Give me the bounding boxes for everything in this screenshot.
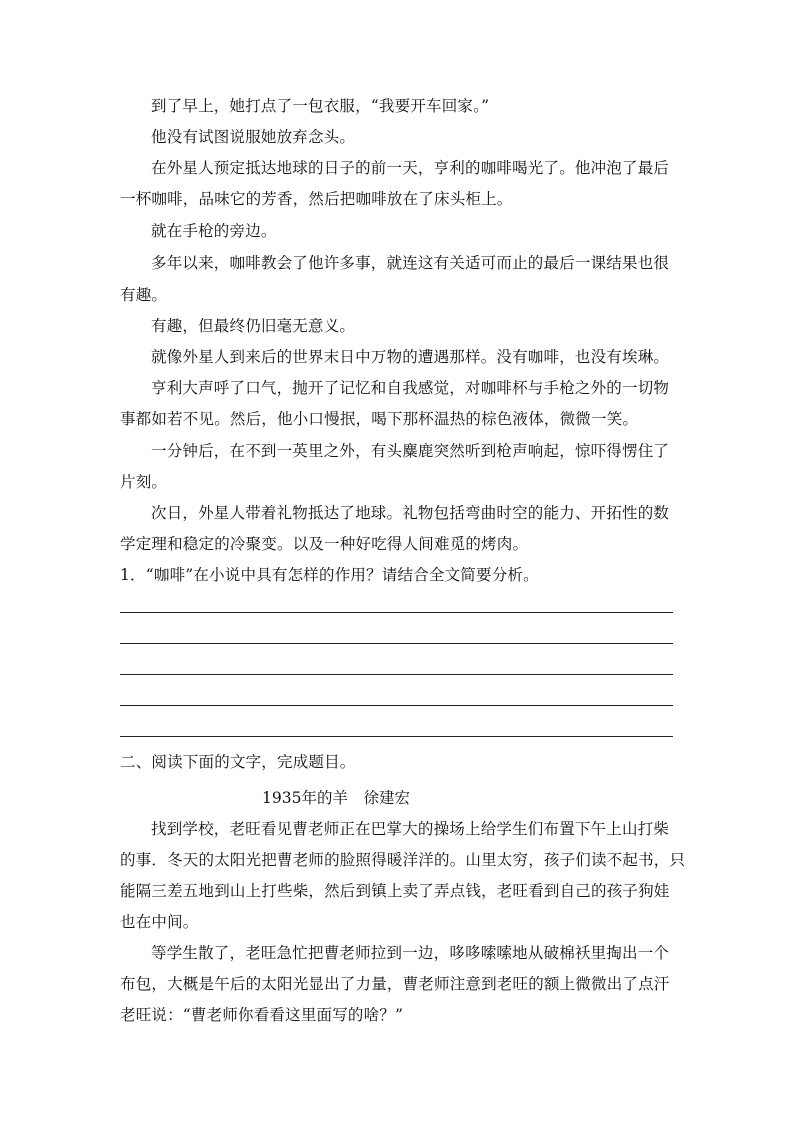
story2-line: 能隔三差五地到山上打些柴，然后到镇上卖了弄点钱，老旺看到自己的孩子狗娃	[120, 882, 670, 900]
story2-line: 的事．冬天的太阳光把曹老师的脸照得暖洋洋的。山里太穷，孩子们读不起书，只	[120, 851, 686, 869]
story1-line: 就像外星人到来后的世界末日中万物的遭遇那样。没有咖啡，也没有埃琳。	[151, 348, 670, 366]
section-2-heading: 二、阅读下面的文字，完成题目。	[120, 753, 356, 771]
answer-line[interactable]	[120, 705, 673, 706]
answer-line[interactable]	[120, 674, 673, 675]
story2-line: 老旺说：“曹老师你看看这里面写的啥？”	[120, 1006, 404, 1024]
story1-line: 他没有试图说服她放弃念头。	[151, 128, 356, 146]
story1-line: 事都如若不见。然后，他小口慢抿，喝下那杯温热的棕色液体，微微一笑。	[120, 410, 639, 428]
story1-line: 片刻。	[120, 473, 168, 491]
story1-line: 就在手枪的旁边。	[151, 222, 277, 240]
answer-line[interactable]	[120, 612, 673, 613]
story1-line: 次日，外星人带着礼物抵达了地球。礼物包括弯曲时空的能力、开拓性的数	[151, 504, 670, 522]
story1-line: 一杯咖啡，品味它的芳香，然后把咖啡放在了床头柜上。	[120, 190, 513, 208]
story2-line: 布包，大概是午后的太阳光显出了力量，曹老师注意到老旺的额上微微出了点汗	[120, 975, 670, 993]
answer-line[interactable]	[120, 736, 673, 737]
story1-line: 在外星人预定抵达地球的日子的前一天，亨利的咖啡喝光了。他冲泡了最后	[151, 159, 670, 177]
answer-line[interactable]	[120, 643, 673, 644]
story1-line: 有趣，但最终仍旧毫无意义。	[151, 317, 356, 335]
story2-line: 也在中间。	[120, 913, 199, 931]
story1-line: 亨利大声呼了口气，抛开了记忆和自我感觉，对咖啡杯与手枪之外的一切物	[151, 379, 670, 397]
story1-line: 学定理和稳定的冷聚变。以及一种好吃得人间难觅的烤肉。	[120, 535, 529, 553]
story2-line: 找到学校，老旺看见曹老师正在巴掌大的操场上给学生们布置下午上山打柴	[151, 820, 670, 838]
story1-line: 一分钟后，在不到一英里之外，有头麋鹿突然听到枪声响起，惊吓得愣住了	[151, 442, 670, 460]
question-1: 1．“咖啡”在小说中具有怎样的作用？请结合全文简要分析。	[120, 566, 539, 584]
story1-line: 有趣。	[120, 286, 168, 304]
story2-title: 1935年的羊 徐建宏	[262, 789, 410, 807]
story2-line: 等学生散了，老旺急忙把曹老师拉到一边，哆哆嗦嗦地从破棉袄里掏出一个	[151, 944, 670, 962]
story1-line: 到了早上，她打点了一包衣服，“我要开车回家。”	[151, 97, 490, 115]
story1-line: 多年以来，咖啡教会了他许多事，就连这有关适可而止的最后一课结果也很	[151, 254, 670, 272]
